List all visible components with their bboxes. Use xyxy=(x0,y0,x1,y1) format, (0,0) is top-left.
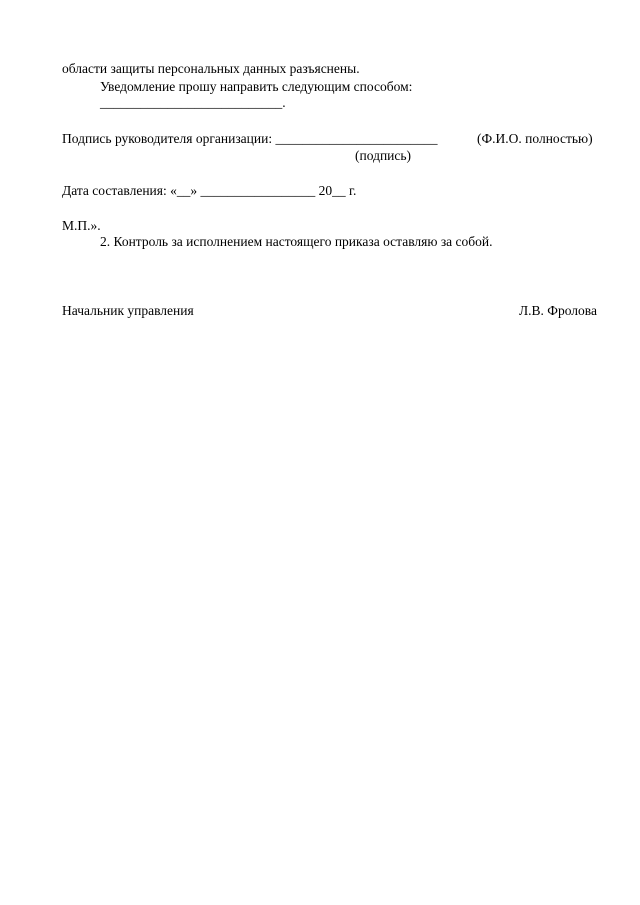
notification-method-blank: ___________________________. xyxy=(100,95,286,110)
paragraph-line-1: области защиты персональных данных разъяснены. xyxy=(62,61,360,76)
signatory-title: Начальник управления xyxy=(62,303,194,318)
signatory-name: Л.В. Фролова xyxy=(519,303,597,318)
notification-method-line: Уведомление прошу направить следующим способом: xyxy=(100,79,413,94)
head-signature-line: Подпись руководителя организации: ________________________ xyxy=(62,131,438,146)
date-line: Дата составления: «__» _________________ 20__ г. xyxy=(62,183,357,198)
stamp-place-line: М.П.». xyxy=(62,218,101,233)
signature-caption: (подпись) xyxy=(355,148,412,163)
control-clause: 2. Контроль за исполнением настоящего приказа оставляю за собой. xyxy=(100,234,493,249)
full-name-caption: (Ф.И.О. полностью) xyxy=(477,131,593,146)
